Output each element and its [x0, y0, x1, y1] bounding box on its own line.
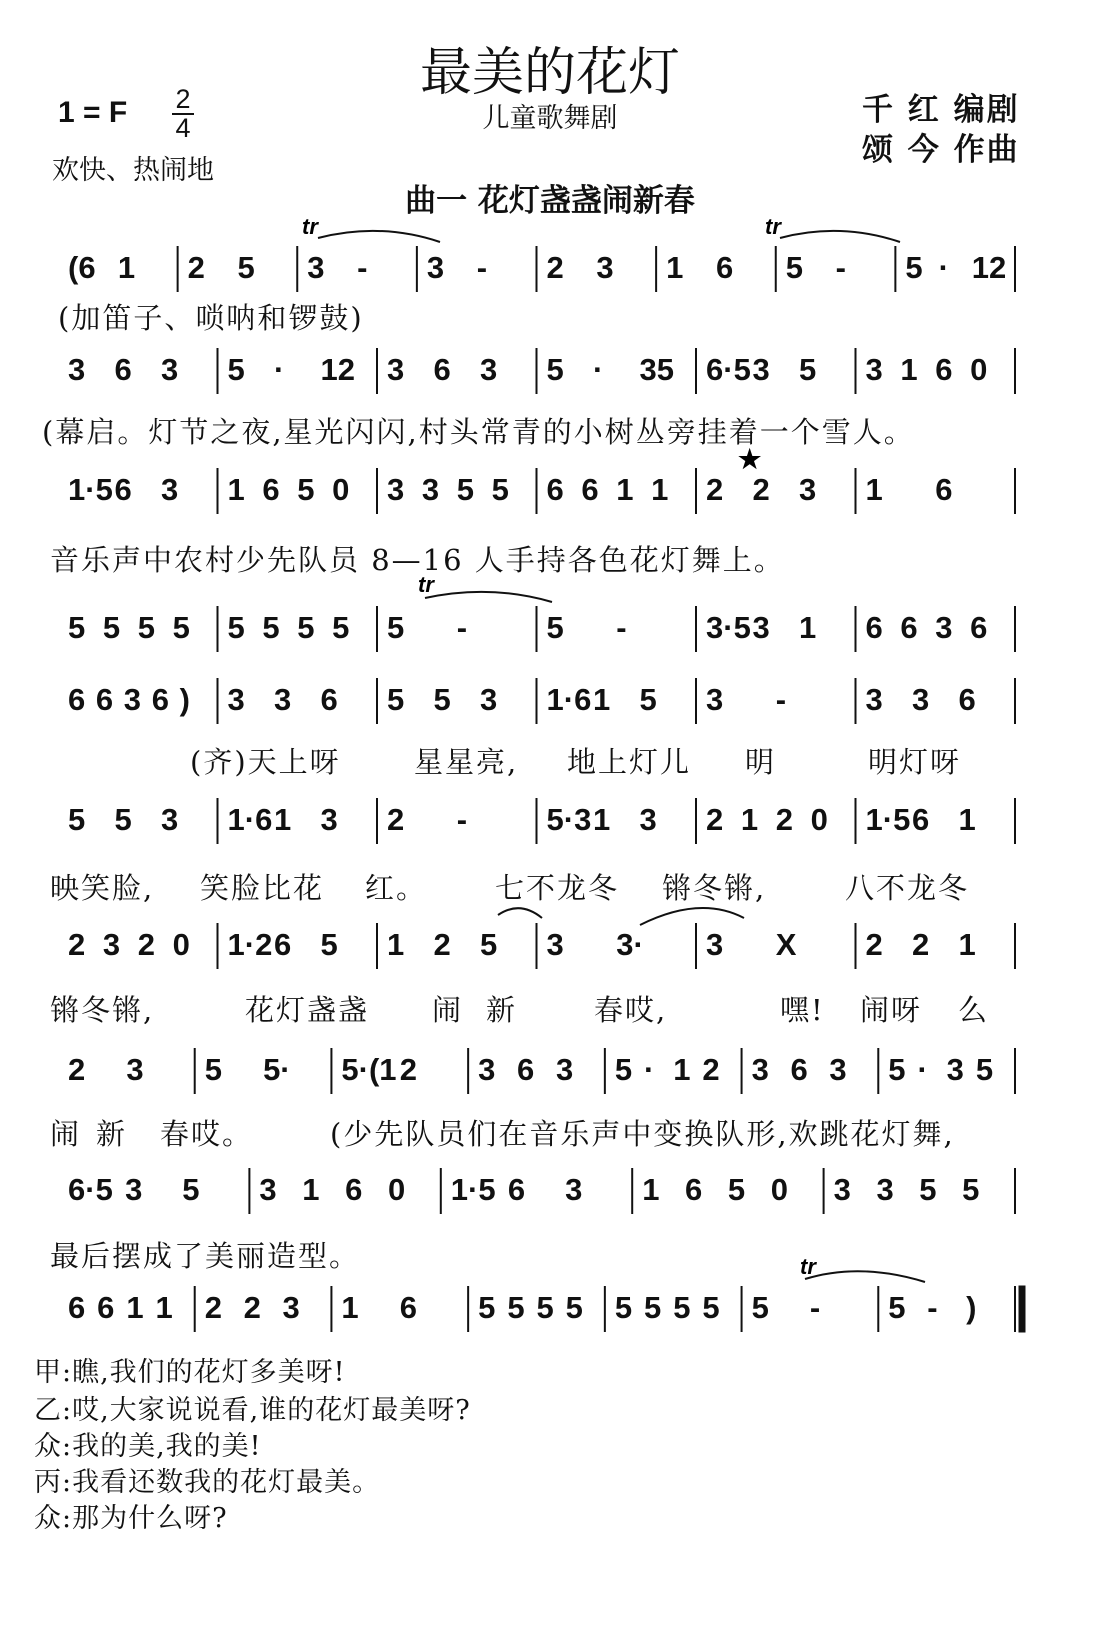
dialog-line: 众:我的美,我的美!	[34, 1431, 262, 1462]
note: 6	[114, 352, 132, 387]
lyric-6c: 红。	[365, 871, 428, 905]
note: 1	[126, 1290, 144, 1325]
note: 5	[114, 802, 132, 837]
note: 5	[785, 250, 803, 285]
note: 6	[970, 610, 988, 645]
trill-mark: tr	[418, 572, 434, 597]
note: 1	[666, 250, 684, 285]
note: -	[616, 610, 627, 645]
note: 1	[958, 802, 976, 837]
note: 2	[775, 802, 793, 837]
note: 5	[962, 1172, 980, 1207]
credit-script: 千 红 编剧	[862, 92, 1020, 128]
lyric-6d: 七不龙冬	[495, 871, 620, 905]
note: 5	[332, 610, 350, 645]
note: 5	[227, 610, 245, 645]
note: 1·6	[227, 802, 273, 837]
note: 3	[274, 682, 292, 717]
note: -	[476, 250, 488, 285]
note: 0	[810, 802, 828, 837]
lyric-8a: 闹	[50, 1117, 82, 1151]
note: 1	[616, 472, 634, 507]
note: 5	[727, 1172, 746, 1207]
note: 3	[829, 1052, 847, 1087]
note: 1	[593, 682, 611, 717]
note: 5	[565, 1290, 583, 1325]
note: 12	[971, 250, 1007, 285]
note: 3	[865, 682, 883, 717]
note: 2	[706, 802, 724, 837]
note: 5	[546, 352, 564, 387]
note: 5	[644, 1290, 662, 1325]
lyric-6b: 笑脸比花	[200, 871, 325, 905]
lyric-8b: 新	[96, 1117, 128, 1151]
slur	[640, 908, 744, 925]
note: 0	[970, 352, 988, 387]
note: 5	[387, 610, 405, 645]
note: 6	[95, 682, 114, 717]
note: 3	[68, 352, 86, 387]
note: )	[966, 1290, 977, 1325]
note: 5	[262, 610, 280, 645]
slur	[425, 592, 552, 602]
note: 6	[912, 802, 930, 837]
lyric-8c: 春哎。	[160, 1117, 254, 1151]
note: 1	[341, 1290, 359, 1325]
note: 1	[799, 610, 817, 645]
note: 1	[673, 1052, 691, 1087]
note: 3	[565, 1172, 583, 1207]
note: 2	[187, 250, 205, 285]
lyric-7f: 嘿!	[780, 993, 825, 1027]
note: 3	[161, 352, 179, 387]
meter-top: 2	[175, 84, 191, 114]
note: 1	[865, 472, 883, 507]
note: 3	[282, 1290, 300, 1325]
note: 5	[614, 1052, 633, 1087]
instrument-note: (加笛子、唢呐和锣鼓)	[58, 301, 364, 335]
note: 5	[702, 1290, 720, 1325]
dialog-line: 甲:瞧,我们的花灯多美呀!	[34, 1357, 346, 1388]
note: 5	[172, 610, 190, 645]
note: -	[835, 250, 846, 285]
note: 5	[68, 802, 86, 837]
note: ·	[644, 1052, 655, 1087]
note: 3	[935, 610, 953, 645]
note: 6	[399, 1290, 418, 1325]
note: 5	[433, 682, 451, 717]
note: 3	[102, 927, 121, 962]
note: 3	[480, 352, 498, 387]
slur	[318, 231, 440, 242]
note: 3	[161, 472, 179, 507]
note: 3	[320, 802, 338, 837]
note: 6	[262, 472, 280, 507]
trill-mark: tr	[800, 1254, 816, 1279]
note: 3	[833, 1172, 851, 1207]
note: 3	[478, 1052, 496, 1087]
lyric-7d: 新	[486, 993, 518, 1027]
note: 6	[958, 682, 976, 717]
note: 3	[865, 352, 883, 387]
slur	[498, 908, 542, 918]
note: -	[775, 682, 787, 717]
note: 3	[307, 250, 325, 285]
note: 35	[639, 352, 674, 387]
note: 5·	[263, 1052, 291, 1087]
note: ·	[917, 1052, 928, 1087]
lyric-6a: 映笑脸,	[50, 871, 155, 905]
note: 6	[715, 250, 734, 285]
note: 5	[68, 610, 86, 645]
note: 6	[151, 682, 169, 717]
note: 5	[478, 1290, 496, 1325]
lyric-7h: 么	[958, 993, 990, 1027]
subtitle: 儿童歌舞剧	[482, 103, 618, 134]
note: 5	[456, 472, 474, 507]
lyric-5a: (齐)天上呀	[190, 745, 341, 779]
note: 3	[126, 1052, 144, 1087]
note: -	[456, 802, 468, 837]
lyric-7g: 闹呀	[860, 993, 923, 1027]
slur	[805, 1271, 925, 1282]
note: 6	[685, 1172, 703, 1207]
song-title: 曲一 花灯盏盏闹新春	[405, 183, 695, 219]
note: 3	[125, 1172, 143, 1207]
note: 1	[958, 927, 976, 962]
note: 2	[68, 927, 86, 962]
note: 0	[332, 472, 350, 507]
note: 5	[536, 1290, 554, 1325]
note: 5	[297, 472, 315, 507]
lyric-6f: 八不龙冬	[845, 871, 970, 905]
note: 5·3	[546, 802, 592, 837]
note: 3	[161, 802, 179, 837]
note: 5	[227, 352, 245, 387]
note: 3	[421, 472, 440, 507]
note: 12	[320, 352, 355, 387]
note: 6	[345, 1172, 363, 1207]
note: 6	[433, 352, 451, 387]
note: 6	[865, 610, 883, 645]
lyric-7a: 锵冬锵,	[50, 993, 155, 1027]
note: 6	[507, 1172, 526, 1207]
lyric-7b: 花灯盏盏	[245, 993, 370, 1027]
note: 5	[799, 352, 817, 387]
note: 3	[555, 1052, 574, 1087]
lyric-7e: 春哎,	[594, 993, 668, 1027]
note: 3	[387, 352, 405, 387]
note: 5	[297, 610, 315, 645]
lyric-5d: 明	[745, 745, 777, 779]
note: 3	[546, 927, 564, 962]
note: 3	[752, 352, 770, 387]
note: 0	[770, 1172, 788, 1207]
stage-direction-1: (幕启。灯节之夜,星光闪闪,村头常青的小树丛旁挂着一个雪人。	[42, 415, 915, 449]
note: 6	[935, 472, 953, 507]
score-notation	[68, 246, 1025, 1332]
note: 1·2	[227, 927, 273, 962]
note: 3	[946, 1052, 964, 1087]
note: 3	[480, 682, 498, 717]
note: 1	[302, 1172, 320, 1207]
note: 3	[596, 250, 614, 285]
note: 2	[243, 1290, 261, 1325]
note: 5	[614, 1290, 633, 1325]
note: 1·5	[68, 472, 113, 507]
note: 1	[117, 250, 136, 285]
note: 2	[546, 250, 564, 285]
dialog-line: 乙:哎,大家说说看,谁的花灯最美呀?	[34, 1395, 471, 1426]
note: 2	[387, 802, 405, 837]
note: 2	[204, 1290, 222, 1325]
note: 5	[237, 250, 255, 285]
note: 5	[480, 927, 498, 962]
note: 5	[102, 610, 121, 645]
note: 5	[888, 1052, 906, 1087]
note: -	[357, 250, 368, 285]
note: 5	[673, 1290, 691, 1325]
final-barline	[1019, 1286, 1025, 1332]
note: 5	[751, 1290, 769, 1325]
note: 5	[905, 250, 923, 285]
stage-direction-2: 音乐声中农村少先队员 8—16 人手持各色花灯舞上。	[50, 543, 785, 577]
lyric-5b: 星星亮,	[414, 745, 519, 779]
note: 1	[227, 472, 245, 507]
note: 6	[97, 1290, 115, 1325]
note: -	[456, 610, 468, 645]
note: 5·(1	[341, 1052, 397, 1087]
note: 2	[137, 927, 155, 962]
note: 6	[320, 682, 338, 717]
note: 1·5	[450, 1172, 496, 1207]
note: 3	[259, 1172, 277, 1207]
note: 3	[876, 1172, 894, 1207]
note: 2	[433, 927, 451, 962]
note: 3·5	[706, 610, 751, 645]
trill-mark: tr	[765, 214, 781, 239]
note: 1	[593, 802, 611, 837]
key-signature: 1 = F	[58, 96, 128, 129]
note: 6	[581, 472, 599, 507]
lyric-8d: (少先队员们在音乐声中变换队形,欢跳花灯舞,	[330, 1117, 955, 1151]
note: 1	[155, 1290, 173, 1325]
note: 5	[182, 1172, 200, 1207]
note: )	[179, 682, 190, 717]
slur	[780, 231, 900, 242]
note: 6·5	[706, 352, 751, 387]
note: 3	[706, 682, 724, 717]
note: ·	[938, 250, 949, 285]
note: 5	[639, 682, 657, 717]
note: 5	[919, 1172, 937, 1207]
note: 3	[123, 682, 142, 717]
dialog-line: 众:那为什么呀?	[34, 1503, 228, 1534]
note: 3	[426, 250, 445, 285]
note: 3	[227, 682, 245, 717]
meter-bottom: 4	[175, 113, 191, 143]
note: 2	[399, 1052, 418, 1087]
note: 6	[517, 1052, 535, 1087]
note: 6	[114, 472, 132, 507]
note: 1	[642, 1172, 660, 1207]
note: (6	[68, 250, 96, 285]
note: 6	[900, 610, 918, 645]
note: 5	[320, 927, 338, 962]
note: 2	[702, 1052, 720, 1087]
note: 6	[935, 352, 953, 387]
note: 0	[387, 1172, 406, 1207]
note: 2	[68, 1052, 86, 1087]
note: 2	[865, 927, 883, 962]
note: 6	[68, 1290, 86, 1325]
note: -	[809, 1290, 821, 1325]
note: 5	[491, 472, 509, 507]
note: 5	[507, 1290, 525, 1325]
note: 3	[706, 927, 724, 962]
note: 6	[790, 1052, 808, 1087]
lyric-5e: 明灯呀	[868, 745, 962, 779]
note: 3	[912, 682, 930, 717]
note: ·	[593, 352, 604, 387]
note: 1	[651, 472, 669, 507]
note: 5	[387, 682, 405, 717]
lyric-6e: 锵冬锵,	[662, 871, 767, 905]
dialog-line: 丙:我看还数我的花灯最美。	[34, 1467, 381, 1498]
note: 2	[706, 472, 724, 507]
note: 5	[204, 1052, 222, 1087]
note: 1	[900, 352, 918, 387]
note: 2	[912, 927, 930, 962]
note: 5	[975, 1052, 994, 1087]
note: ·	[274, 352, 285, 387]
note: X	[775, 927, 797, 962]
note: 3	[752, 610, 770, 645]
tempo-marking: 欢快、热闹地	[52, 155, 214, 186]
note: -	[927, 1290, 938, 1325]
note: 1·6	[546, 682, 592, 717]
note: 2	[752, 472, 770, 507]
trill-mark: tr	[302, 214, 318, 239]
note: 3	[387, 472, 405, 507]
note: 1	[387, 927, 405, 962]
note: 3	[799, 472, 817, 507]
page-title: 最美的花灯	[419, 43, 680, 103]
note: 6·5	[68, 1172, 113, 1207]
note: 5	[137, 610, 155, 645]
note: 3	[639, 802, 657, 837]
note: 0	[172, 927, 190, 962]
note: 1	[274, 802, 292, 837]
lyric-5c: 地上灯儿	[567, 745, 692, 779]
note: 1·5	[865, 802, 911, 837]
note: 6	[274, 927, 292, 962]
stage-direction-3: 最后摆成了美丽造型。	[50, 1239, 361, 1273]
note: 3	[751, 1052, 769, 1087]
note: 6	[546, 472, 564, 507]
note: 5	[546, 610, 564, 645]
note: 1	[740, 802, 759, 837]
note: 5	[888, 1290, 906, 1325]
note: 3·	[616, 927, 644, 962]
lyric-7c: 闹	[432, 993, 464, 1027]
segno-star: ★	[738, 444, 762, 474]
credit-music: 颂 今 作曲	[862, 132, 1020, 168]
note: 6	[68, 682, 86, 717]
